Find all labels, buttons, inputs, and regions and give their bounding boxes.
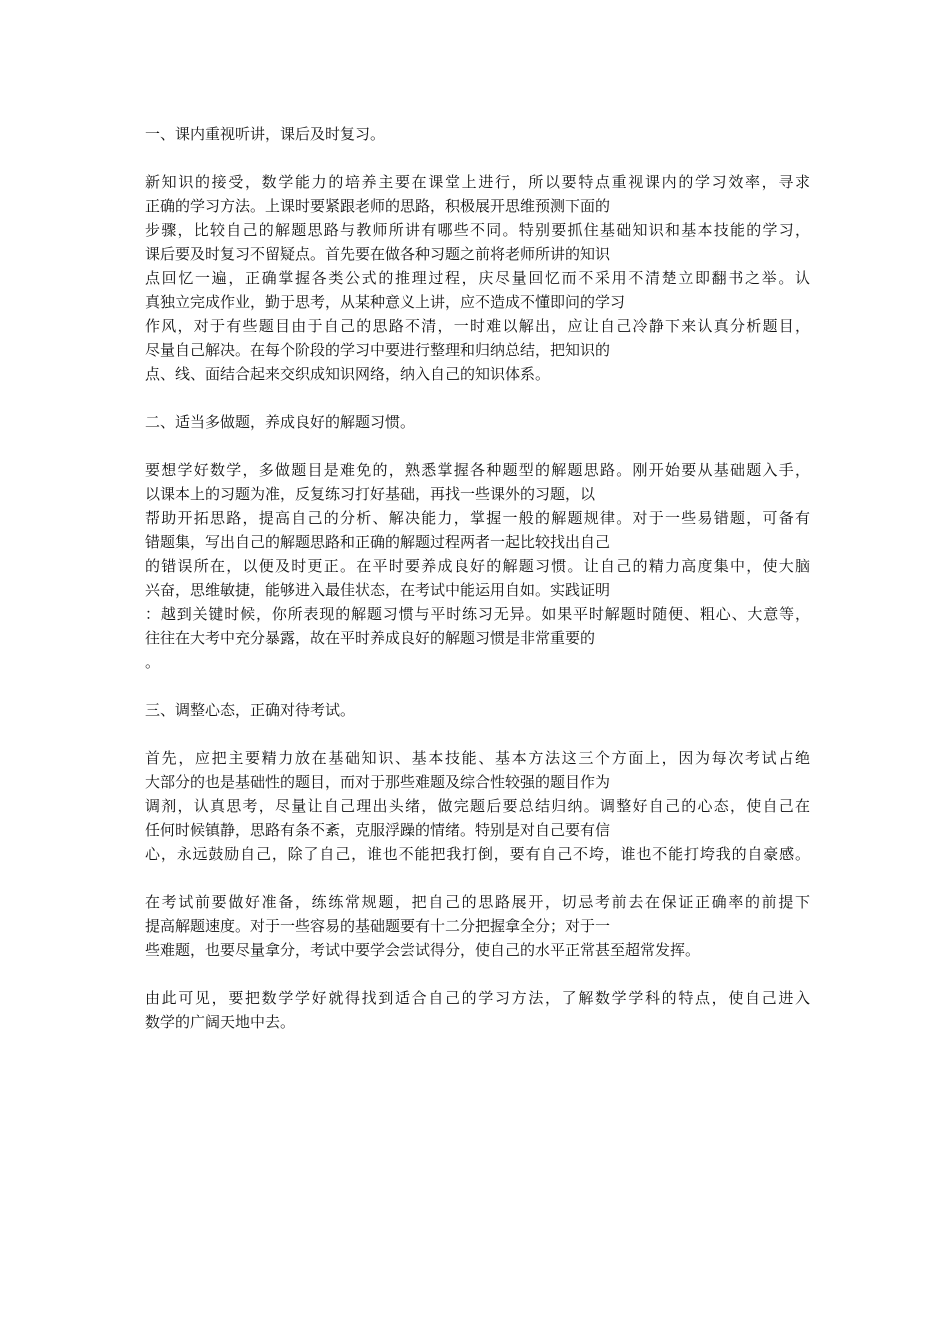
- paragraph-line: 大部分的也是基础性的题目，而对于那些难题及综合性较强的题目作为: [145, 773, 611, 791]
- paragraph-line: 的错误所在，以便及时更正。在平时要养成良好的解题习惯。让自己的精力高度集中，使大脑: [145, 557, 810, 575]
- paragraph-line: 错题集，写出自己的解题思路和正确的解题过程两者一起比较找出自己: [145, 533, 611, 551]
- paragraph: [145, 458, 810, 674]
- paragraph-line: 要想学好数学，多做题目是难免的，熟悉掌握各种题型的解题思路。刚开始要从基础题入手，: [145, 461, 810, 479]
- paragraph-line: 提高解题速度。对于一些容易的基础题要有十二分把握拿全分；对于一: [145, 917, 611, 935]
- paragraph-line: 课后要及时复习不留疑点。首先要在做各种习题之前将老师所讲的知识: [145, 245, 611, 263]
- paragraph-line: 以课本上的习题为准，反复练习打好基础，再找一些课外的习题，以: [145, 485, 596, 503]
- section-spacer: [145, 386, 810, 410]
- paragraph-spacer: [145, 146, 810, 170]
- paragraph-line: 数学的广阔天地中去。: [145, 1013, 296, 1031]
- paragraph-line: 调剂，认真思考，尽量让自己理出头绪，做完题后要总结归纳。调整好自己的心态，使自己在: [145, 797, 810, 815]
- paragraph-line: 真独立完成作业，勤于思考，从某种意义上讲，应不造成不懂即问的学习: [145, 293, 626, 311]
- paragraph: [145, 170, 810, 386]
- paragraph-line: 尽量自己解决。在每个阶段的学习中要进行整理和归纳总结，把知识的: [145, 341, 611, 359]
- section-heading: 三、调整心态，正确对待考试。: [145, 701, 356, 719]
- paragraph-line: 正确的学习方法。上课时要紧跟老师的思路，积极展开思维预测下面的: [145, 197, 611, 215]
- paragraph-line: 由此可见，要把数学学好就得找到适合自己的学习方法，了解数学学科的特点，使自己进入: [145, 989, 810, 1007]
- paragraph-line: 点回忆一遍，正确掌握各类公式的推理过程，庆尽量回忆而不采用不清楚立即翻书之举。认: [145, 269, 810, 287]
- paragraph-spacer: [145, 962, 810, 986]
- paragraph-line: 往往在大考中充分暴露，故在平时养成良好的解题习惯是非常重要的: [145, 629, 596, 647]
- paragraph-spacer: [145, 722, 810, 746]
- document-page: [145, 122, 810, 1034]
- paragraph-line: 任何时候镇静，思路有条不紊，克服浮躁的情绪。特别是对自己要有信: [145, 821, 611, 839]
- paragraph: [145, 746, 810, 866]
- paragraph-line: 心，永远鼓励自己，除了自己，谁也不能把我打倒，要有自己不垮，谁也不能打垮我的自豪感。: [145, 845, 810, 863]
- paragraph-line: 新知识的接受，数学能力的培养主要在课堂上进行，所以要特点重视课内的学习效率，寻求: [145, 173, 810, 191]
- paragraph-line: 作风，对于有些题目由于自己的思路不清，一时难以解出，应让自己冷静下来认真分析题目，: [145, 317, 810, 335]
- paragraph-line: 帮助开拓思路，提高自己的分析、解决能力，掌握一般的解题规律。对于一些易错题，可备有: [145, 509, 810, 527]
- paragraph-line: 首先，应把主要精力放在基础知识、基本技能、基本方法这三个方面上，因为每次考试占绝: [145, 749, 810, 767]
- paragraph-line: 兴奋，思维敏捷，能够进入最佳状态，在考试中能运用自如。实践证明: [145, 581, 611, 599]
- paragraph: [145, 986, 810, 1034]
- paragraph-line: 点、线、面结合起来交织成知识网络，纳入自己的知识体系。: [145, 365, 551, 383]
- paragraph-line: 在考试前要做好准备，练练常规题，把自己的思路展开，切忌考前去在保证正确率的前提下: [145, 893, 810, 911]
- paragraph: [145, 890, 810, 962]
- paragraph-spacer: [145, 866, 810, 890]
- paragraph-line: 步骤，比较自己的解题思路与教师所讲有哪些不同。特别要抓住基础知识和基本技能的学习，: [145, 221, 810, 239]
- paragraph-line: ：越到关键时候，你所表现的解题习惯与平时练习无异。如果平时解题时随便、粗心、大意等，: [145, 605, 810, 623]
- section-heading: 二、适当多做题，养成良好的解题习惯。: [145, 413, 416, 431]
- section-heading: 一、课内重视听讲，课后及时复习。: [145, 125, 386, 143]
- paragraph-line: 些难题，也要尽量拿分，考试中要学会尝试得分，使自己的水平正常甚至超常发挥。: [145, 941, 701, 959]
- section-spacer: [145, 674, 810, 698]
- paragraph-spacer: [145, 434, 810, 458]
- paragraph-line: 。: [145, 653, 161, 671]
